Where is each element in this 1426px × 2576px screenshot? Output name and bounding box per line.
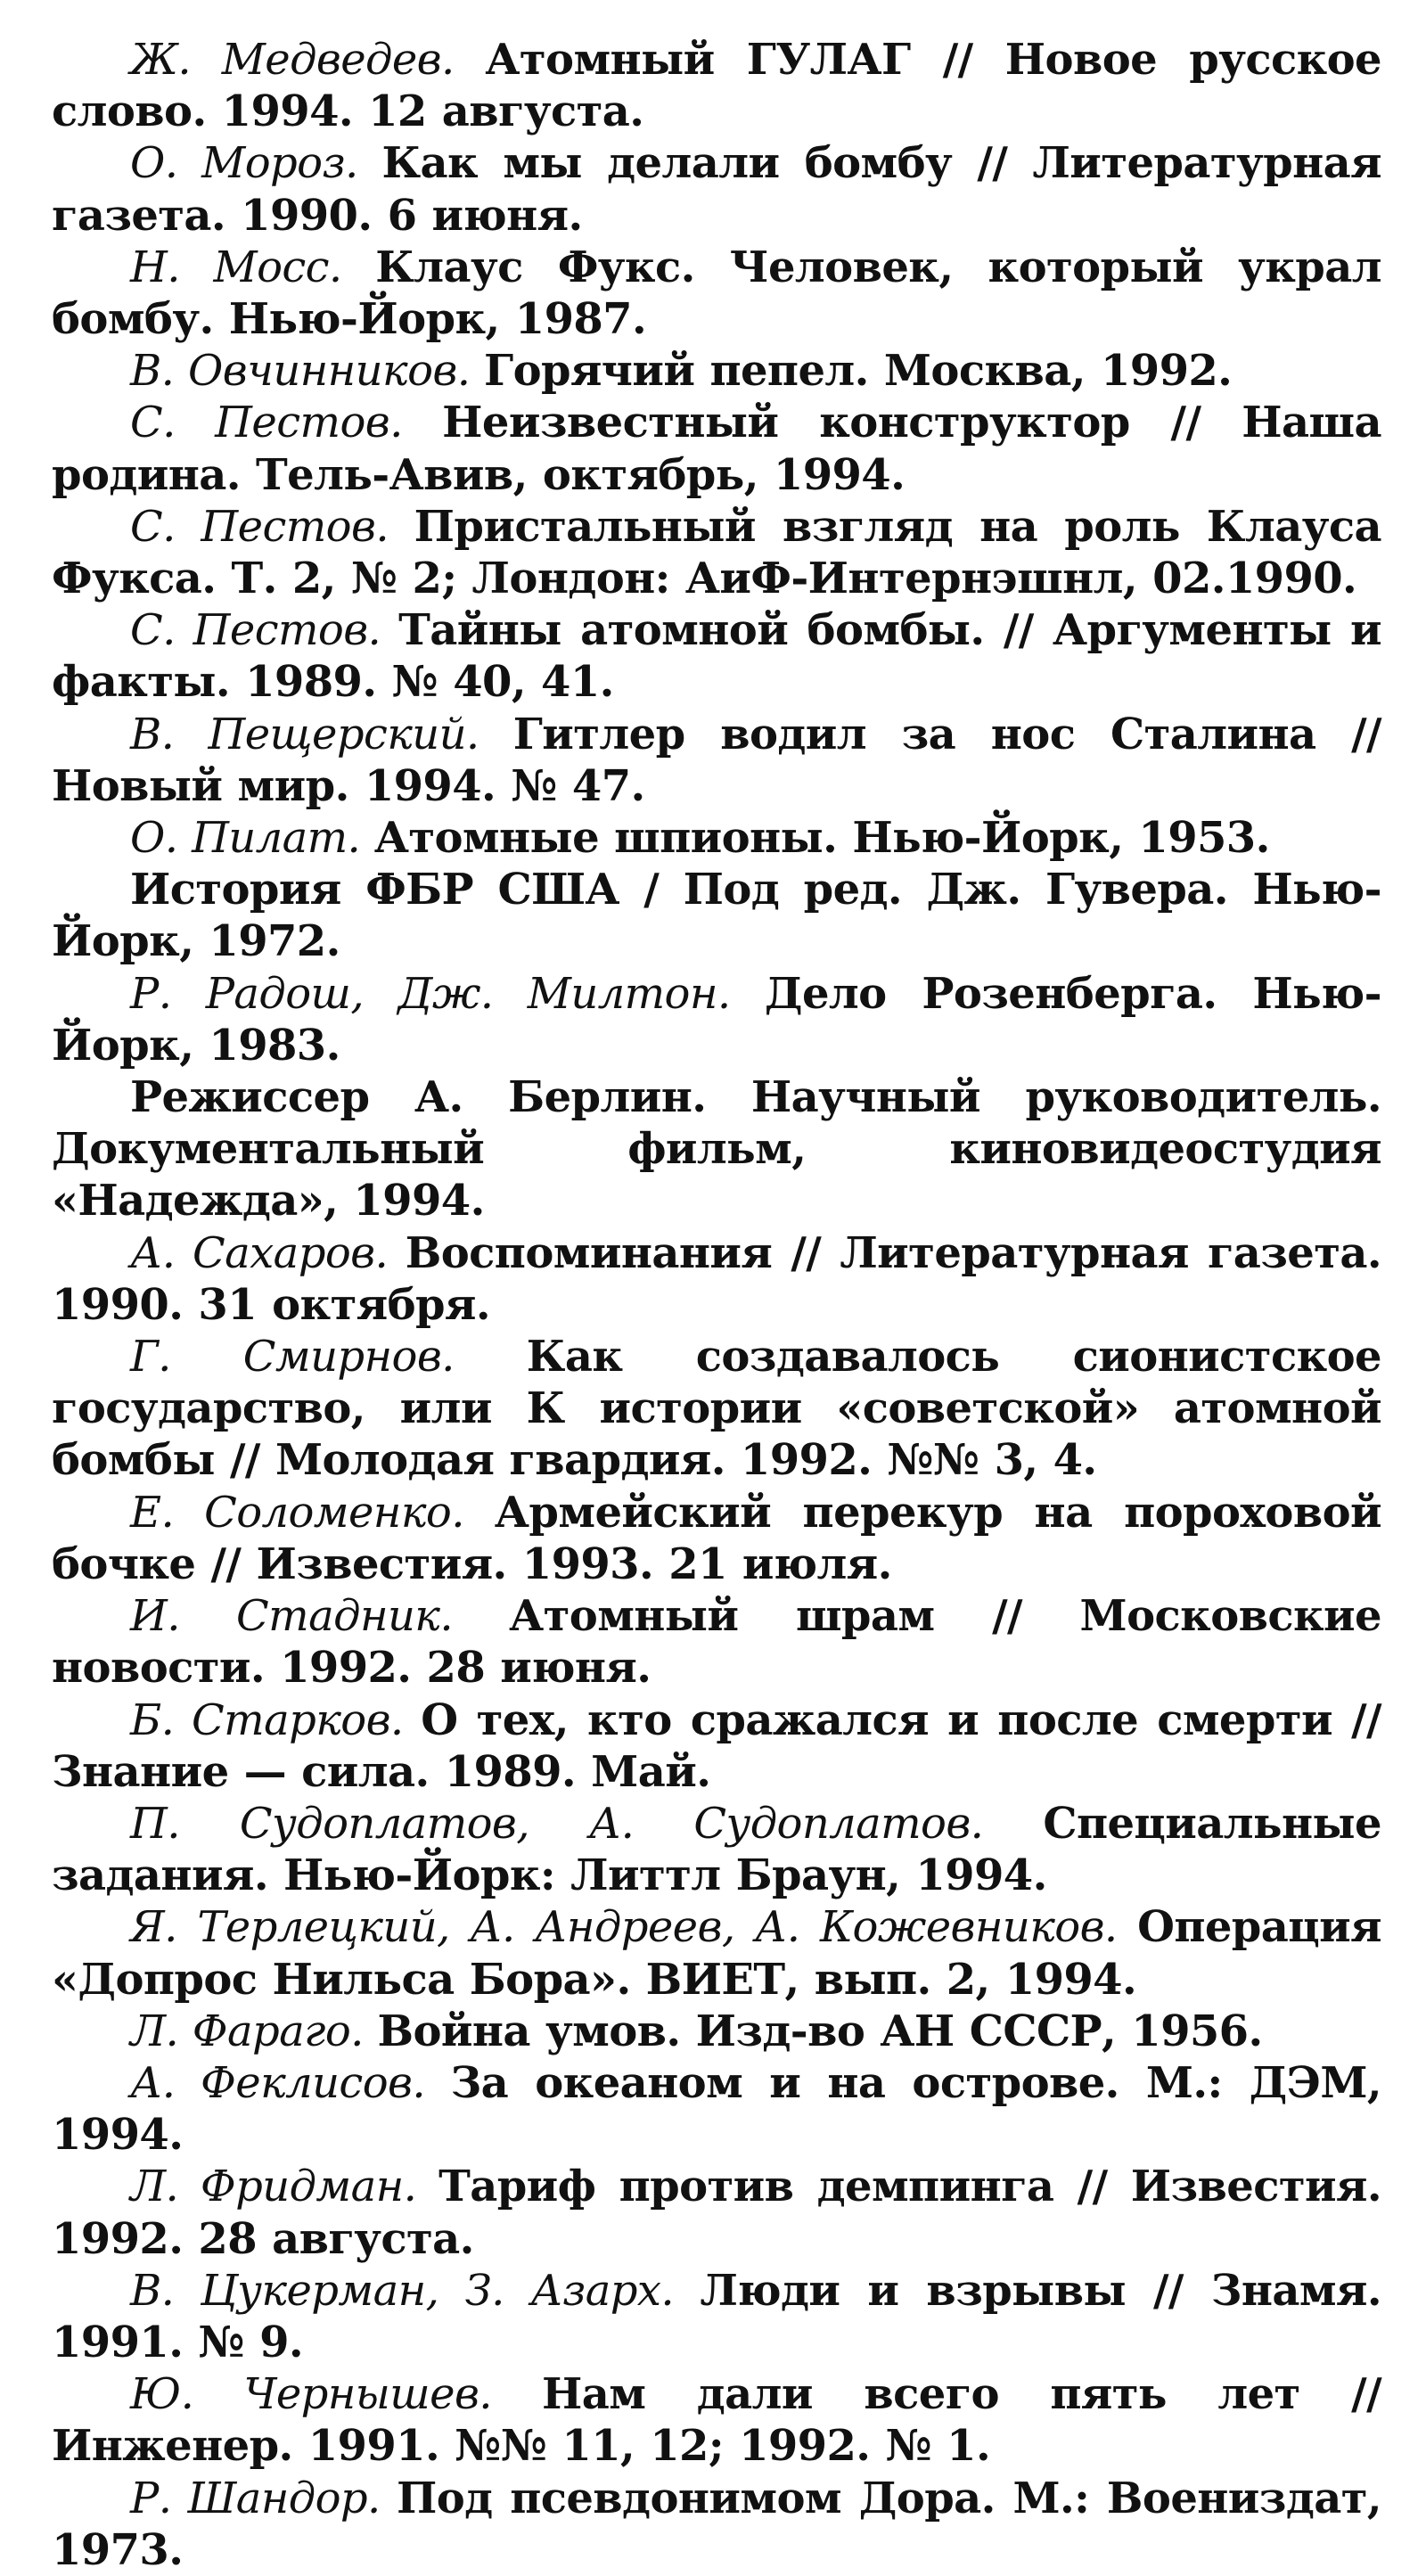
entry-text: Дело Розенберга. Нью-Йорк, 1983. (52, 968, 1381, 1071)
entry-author: П. Судоплатов, А. Судоплатов. (130, 1798, 984, 1849)
entry-author: Н. Мосс. (130, 242, 342, 292)
bibliography-entry (52, 2473, 1381, 2576)
entry-author: Р. Шандор. (130, 2473, 381, 2523)
entry-text: Армейский перекур на пороховой бочке // Известия. 1993. 21 июля. (52, 1487, 1381, 1589)
bibliography-entry (52, 137, 1381, 241)
entry-author: Ю. Чернышев. (130, 2369, 492, 2420)
bibliography-entry (52, 345, 1381, 397)
entry-text: Люди и взрывы // Знамя. 1991. № 9. (52, 2265, 1381, 2367)
bibliography-entry (52, 397, 1381, 500)
bibliography-entry (52, 1071, 1381, 1227)
bibliography-entry (52, 2057, 1381, 2161)
entry-text: Режиссер А. Берлин. Научный руководитель. Документальный фильм, киновидеостудия «Надежда», 1994. (52, 1072, 1381, 1226)
bibliography-entry (52, 1901, 1381, 2005)
entry-author: Л. Фараго. (130, 2006, 364, 2056)
entry-author: С. Пестов. (130, 398, 403, 448)
entry-text: Тариф против демпинга // Известия. 1992. 28 августа. (52, 2162, 1381, 2264)
entry-text: Горячий пепел. Москва, 1992. (484, 346, 1233, 397)
entry-author: Б. Старков. (130, 1694, 404, 1745)
entry-text: За океаном и на острове. М.: ДЭМ, 1994. (52, 2057, 1381, 2161)
entry-text: Как мы делали бомбу // Литературная газета. 1990. 6 июня. (52, 138, 1381, 241)
bibliography-entry (52, 34, 1381, 137)
bibliography-entry (52, 604, 1381, 708)
entry-author: А. Феклисов. (130, 2057, 425, 2108)
bibliography-entry (52, 501, 1381, 604)
entry-author: Ж. Медведев. (130, 35, 455, 85)
entry-author: Г. Смирнов. (130, 1332, 455, 1382)
entry-text: Нам дали всего пять лет // Инженер. 1991. №№ 11, 12; 1992. № 1. (52, 2369, 1381, 2472)
entry-author: В. Пещерский. (130, 709, 479, 759)
bibliography-entry (52, 1227, 1381, 1331)
entry-text: Гитлер водил за нос Сталина // Новый мир. 1994. № 47. (52, 709, 1381, 811)
entry-author: С. Пестов. (130, 501, 389, 552)
bibliography-entry (52, 2161, 1381, 2264)
entry-author: С. Пестов. (130, 605, 381, 656)
entry-text: Тайны атомной бомбы. // Аргументы и факты. 1989. № 40, 41. (52, 605, 1381, 708)
bibliography-entry (52, 1487, 1381, 1590)
entry-text: Атомный ГУЛАГ // Новое русское слово. 1994. 12 августа. (52, 35, 1381, 137)
entry-text: О тех, кто сражался и после смерти // Знание — сила. 1989. Май. (52, 1694, 1381, 1797)
bibliography-entry (52, 1694, 1381, 1798)
entry-text: Операция «Допрос Нильса Бора». ВИЕТ, вып. 2, 1994. (52, 1902, 1381, 2005)
entry-author: Я. Терлецкий, А. Андреев, А. Кожевников. (130, 1902, 1118, 1953)
entry-text: Атомные шпионы. Нью-Йорк, 1953. (373, 813, 1270, 864)
bibliography-entry (52, 1798, 1381, 1901)
bibliography-entry (52, 242, 1381, 345)
entry-author: И. Стадник. (130, 1591, 453, 1642)
bibliography-entry (52, 2368, 1381, 2472)
bibliography-entry (52, 812, 1381, 864)
bibliography-entry (52, 2265, 1381, 2368)
entry-text: Неизвестный конструктор // Наша родина. Тель-Авив, октябрь, 1994. (52, 398, 1381, 500)
entry-text: Специальные задания. Нью-Йорк: Литтл Браун, 1994. (52, 1798, 1381, 1901)
entry-author: О. Пилат. (130, 813, 361, 864)
entry-text: Клаус Фукс. Человек, который украл бомбу. Нью-Йорк, 1987. (52, 242, 1381, 345)
entry-text: Как создавалось сионистское государство, или К истории «советской» атомной бомбы // Молодая гвардия. 1992. №№ 3, 4. (52, 1332, 1381, 1486)
entry-author: Л. Фридман. (130, 2162, 417, 2212)
bibliography-entry (52, 2006, 1381, 2057)
entry-text: История ФБР США / Под ред. Дж. Гувера. Нью-Йорк, 1972. (52, 865, 1381, 967)
entry-text: Пристальный взгляд на роль Клауса Фукса. Т. 2, № 2; Лондон: АиФ-Интернэшнл, 02.1990. (52, 501, 1381, 604)
entry-text: Под псевдонимом Дора. М.: Воениздат, 1973. (52, 2473, 1381, 2575)
bibliography-entry (52, 968, 1381, 1071)
entry-text: Война умов. Изд-во АН СССР, 1956. (377, 2006, 1263, 2056)
bibliography-entry (52, 1590, 1381, 1694)
entry-author: В. Овчинников. (130, 346, 471, 397)
entry-author: О. Мороз. (130, 138, 358, 189)
entry-text: Атомный шрам // Московские новости. 1992. 28 июня. (52, 1591, 1381, 1694)
entry-author: Е. Соломенко. (130, 1487, 464, 1538)
entry-author: В. Цукерман, З. Азарх. (130, 2265, 674, 2316)
bibliography-entry (52, 1331, 1381, 1487)
bibliography-entry (52, 864, 1381, 967)
entry-author: А. Сахаров. (130, 1227, 389, 1278)
bibliography-page (52, 34, 1381, 2576)
bibliography-entry (52, 709, 1381, 812)
entry-text: Воспоминания // Литературная газета. 1990. 31 октября. (52, 1227, 1381, 1330)
entry-author: Р. Радош, Дж. Милтон. (130, 968, 731, 1019)
